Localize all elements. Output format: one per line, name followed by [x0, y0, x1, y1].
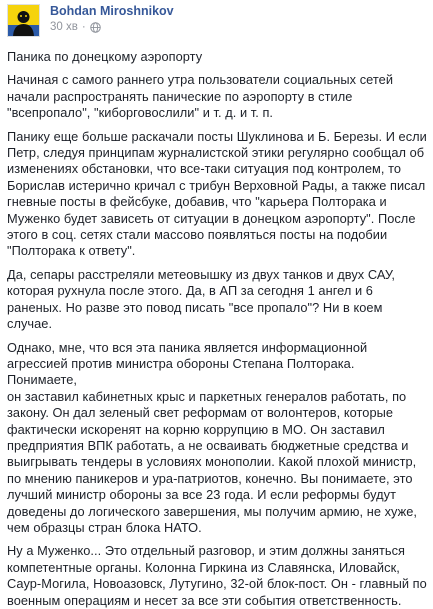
post-body: [7, 49, 427, 609]
post-paragraph: Однако, мне, что вся эта паника является информационной агрессией против министра обороны Степана Полторака. Понимаете, он заставил кабинетных крыс и паркетных генералов работать, по закону. Он дал зеленый свет реформам от волонтеров, которые фактически искоренят на корню коррупцию в МО. Он заставил предприятия ВПК работать, а не осваивать бюджетные средства и выигрывать тендеры в условиях монополии. Какой плохой министр, по мнению паникеров и ура-патриотов, конечно. Вы понимаете, это лучший министр обороны за все 23 года. И если реформы будут доведены до логического завершения, мы получим армию, не хуже, чем образцы стран блока НАТО.: [7, 339, 418, 535]
post-paragraph: Панику еще больше раскачали посты Шуклинова и Б. Березы. И если Петр, следуя принципам журналистской этики регулярно сообщал об изменениях обстановки, что все-таки ситуация под контролем, то Борислав истерично кричал с трибун Верховной Рады, а также писал гневные посты в фейсбуке, добавив, что "карьера Полторака и Муженко будет зависеть от ситуации в донецком аэропорту". После этого в соц. сетях стали массово появляться посты на подобии "Полторака к ответу".: [7, 128, 427, 259]
avatar[interactable]: [7, 4, 40, 37]
post-header: [7, 3, 427, 49]
post-paragraph: Начиная с самого раннего утра пользователи социальных сетей начали распространять панические по аэропорту в стиле "всепропало", "киборговослили" и т. д. и т. п.: [7, 72, 394, 121]
post-paragraph: Ну а Муженко... Это отдельный разговор, и этим должны заняться компетентные органы. Колонна Гиркина из Славянска, Иловайск, Саур-Могила, Новоазовск, Лутугино, 32-ой блок-пост. Он - главный по военным операциям и несет за все эти события ответственность.: [7, 543, 427, 608]
timestamp-row: [50, 21, 174, 34]
post-meta: [50, 3, 174, 34]
avatar-image: [8, 5, 39, 36]
post-paragraph: Да, сепары расстреляли метеовышку из двух танков и двух САУ, которая рухнула после этого. Да, в АП за сегодня 1 ангел и 6 раненых. Но разве это повод писать "все пропало"? Ни в коем случае.: [7, 266, 395, 332]
timestamp[interactable]: 30 хв: [50, 21, 78, 33]
separator-dot: ·: [81, 21, 86, 33]
author-name[interactable]: Bohdan Miroshnikov: [50, 4, 174, 18]
post-paragraph-title: Паника по донецкому аэропорту: [7, 49, 203, 64]
globe-icon[interactable]: [90, 22, 101, 33]
